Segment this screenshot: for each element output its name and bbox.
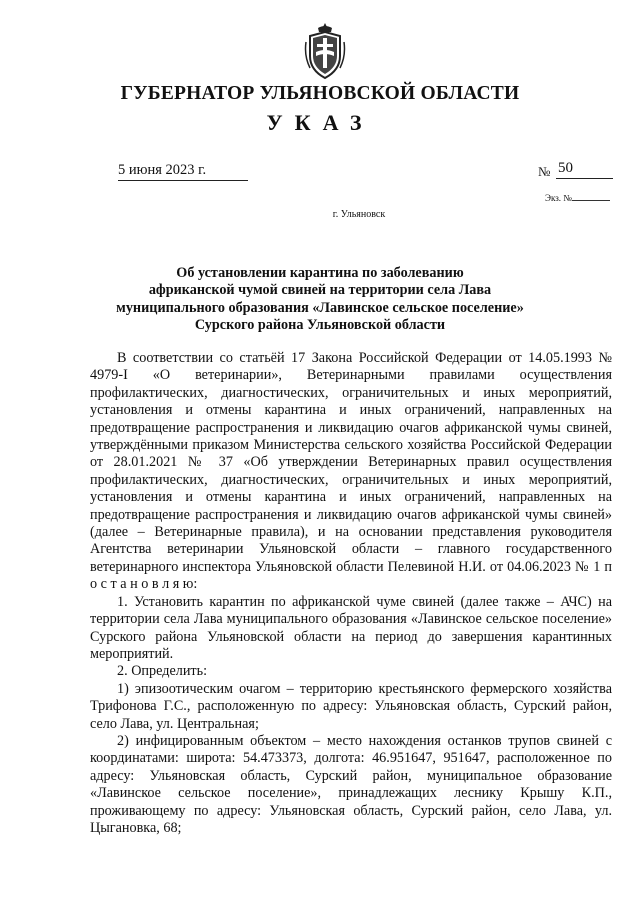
coat-of-arms-icon — [304, 22, 346, 80]
body-paragraph: В соответствии со статьёй 17 Закона Российской Федерации от 14.05.1993 № 4979-I «О ветеринарии», Ветеринарными правилами осуществления профилактических, диагностических, ограничительных и иных мероприятий, установления и отмены карантина и иных ограничений, направленных на предотвращение распространения и ликвидацию очагов африканской чумы свиней, утверждёнными приказом Министерства сельского хозяйства Российской Федерации от 28.01.2021 № 37 «Об утверждении Ветеринарных правил осуществления профилактических, диагностических, ограничительных и иных мероприятий, установления и отмены карантина и иных ограничений, направленных на предотвращение распространения и ликвидацию очагов африканской чумы свиней» (далее – Ветеринарные правила), и на основании представления руководителя Агентства ветеринарии Ульяновской области – главного государственного ветеринарного инспектора Ульяновской области Пелевиной Н.И. от 04.06.2023 № 1 п о с т а н о в л я ю: — [90, 350, 612, 593]
title-line: Сурского района Ульяновской области — [194, 317, 446, 334]
place-of-issue — [0, 209, 640, 220]
body-paragraph: 1) эпизоотическим очагом – территорию крестьянского фермерского хозяйства Трифонова Г.С., расположенную по адресу: Ульяновская область, Сурский район, село Лава, ул. Центральная; — [90, 680, 612, 732]
title-line: африканской чумой свиней на территории села Лава — [148, 282, 492, 299]
copy-number-label: Экз. № — [545, 193, 572, 203]
body-paragraph: 2. Определить: — [117, 663, 208, 680]
organization-heading: ГУБЕРНАТОР УЛЬЯНОВСКОЙ ОБЛАСТИ — [120, 83, 520, 104]
copy-number-blank — [572, 192, 610, 201]
document-body — [90, 350, 612, 837]
document-type-heading: УКАЗ — [266, 110, 374, 135]
number-sign: № — [538, 164, 551, 179]
title-line: Об установлении карантина по заболеванию — [176, 265, 464, 281]
body-paragraph: 2) инфицированным объектом – место нахождения останков трупов свиней с координатами: широта: 54.473373, долгота: 46.951647, 951647, расположенное по адресу: Ульяновская область, Сурский район, муниципальное образование «Лавинское сельское поселение», принадлежащих леснику Крышу К.П., проживающему по адресу: Ульяновская область, Сурский район, село Лава, ул. Цыгановка, 68; — [90, 732, 612, 836]
document-date: 5 июня 2023 г. — [118, 162, 248, 181]
title-line: муниципального образования «Лавинское сельское поселение» — [116, 299, 524, 316]
document-number: 50 — [556, 160, 613, 179]
body-paragraph: 1. Установить карантин по африканской чуме свиней (далее также – АЧС) на территории села Лава муниципального образования «Лавинское сельское поселение» Сурского района Ульяновской области на период до завершения карантинных мероприятий. — [90, 593, 612, 662]
copy-number-field — [545, 192, 610, 203]
document-title — [90, 265, 550, 335]
place-label: г. Ульяновск — [332, 209, 386, 220]
